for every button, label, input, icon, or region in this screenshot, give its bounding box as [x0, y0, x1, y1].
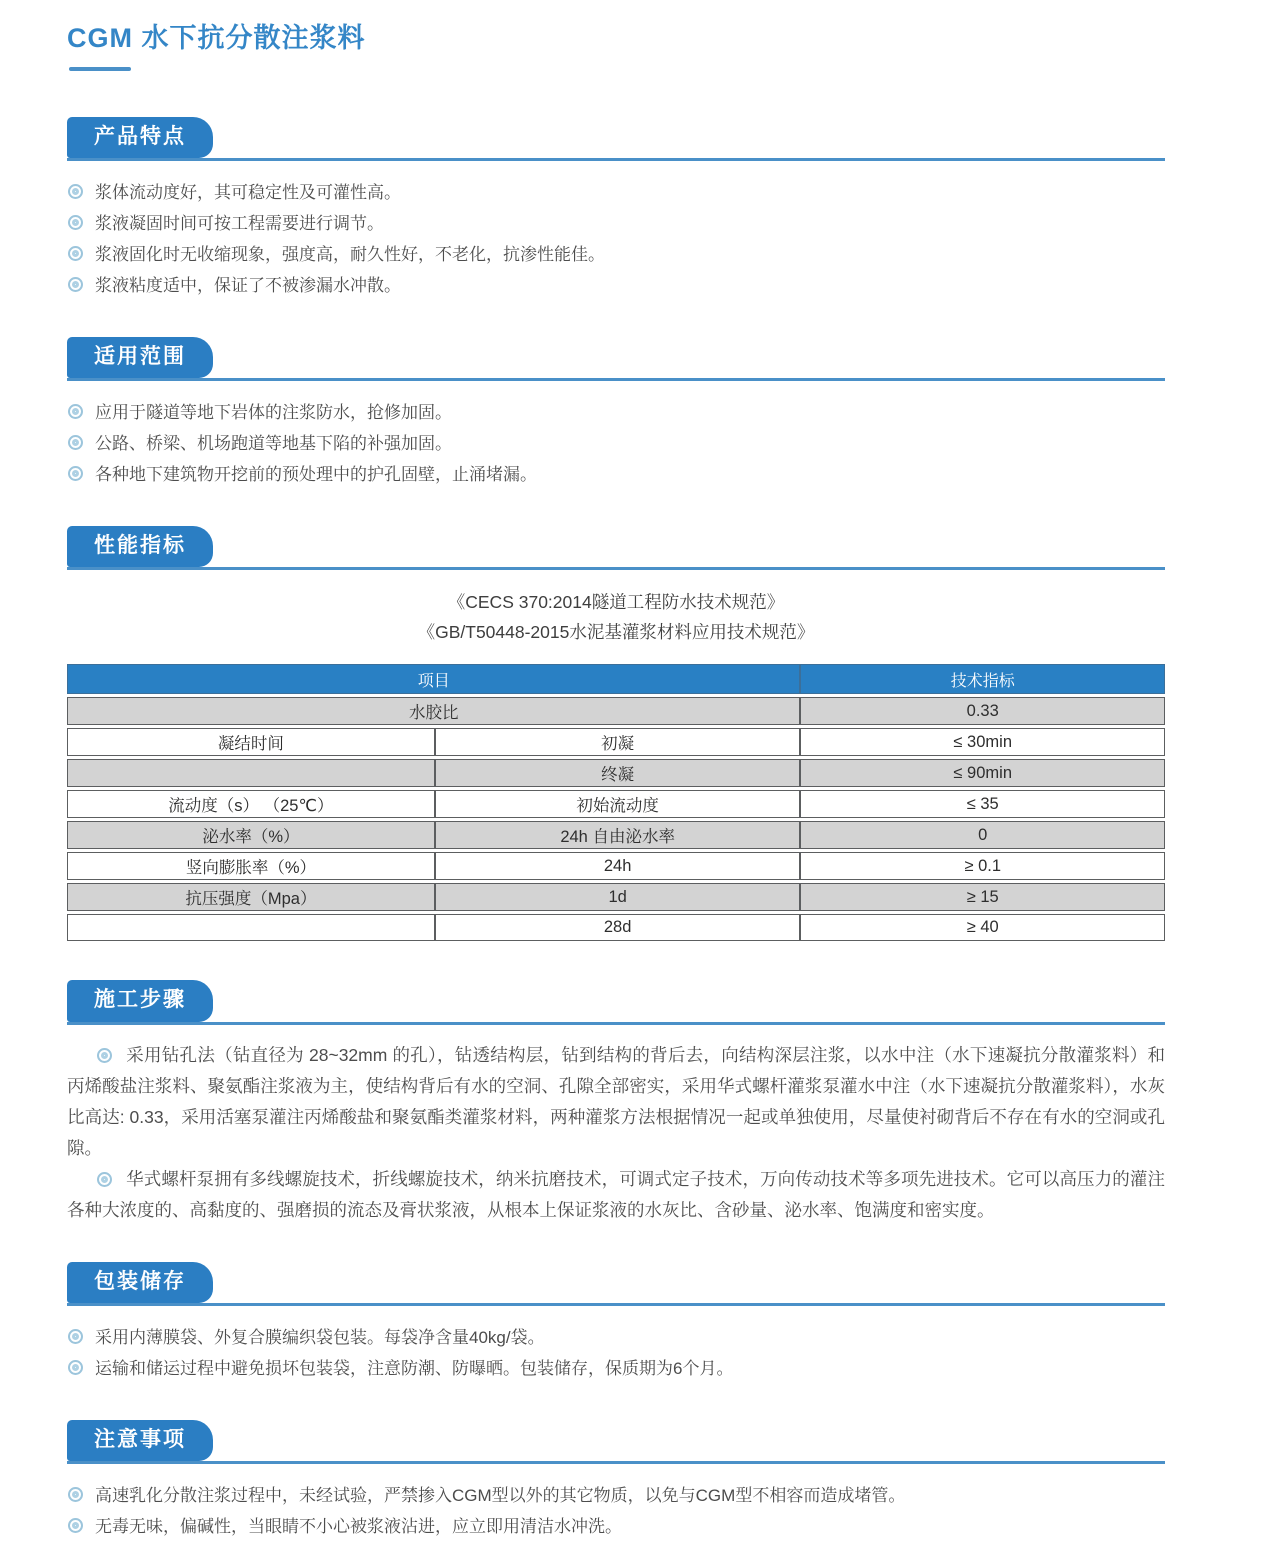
scope-list: [67, 398, 1165, 490]
section-header-precautions: [67, 1420, 1165, 1464]
page-title: CGM 水下抗分散注浆料: [67, 23, 366, 53]
table-cell: 水胶比: [67, 697, 800, 725]
table-row: [67, 759, 1165, 787]
precautions-list: [67, 1481, 1165, 1542]
section-tab-features: 产品特点: [67, 117, 213, 158]
list-item-text: 无毒无味，偏碱性，当眼睛不小心被浆液沾进，应立即用清洁水冲洗。: [95, 1516, 622, 1536]
table-cell: 终凝: [435, 759, 801, 787]
table-row: [67, 728, 1165, 756]
performance-table-head: [67, 664, 1165, 694]
list-item-text: 浆体流动度好，其可稳定性及可灌性高。: [95, 183, 401, 203]
table-cell: ≤ 90min: [800, 759, 1165, 787]
table-cell: 初始流动度: [435, 790, 801, 818]
list-item-text: 高速乳化分散注浆过程中，未经试验，严禁掺入CGM型以外的其它物质，以免与CGM型不相容而造成堵管。: [95, 1485, 906, 1505]
table-cell: ≥ 15: [800, 883, 1165, 911]
double-circle-bullet-icon: [68, 1360, 83, 1375]
list-item: [67, 398, 1165, 428]
table-row: [67, 883, 1165, 911]
table-cell: ≤ 35: [800, 790, 1165, 818]
table-header-cell: 技术指标: [800, 664, 1165, 694]
section-tab-packaging: 包装储存: [67, 1262, 213, 1303]
construction-paragraph: 采用钻孔法（钻直径为 28~32mm 的孔），钻透结构层，钻到结构的背后去，向结构深层注浆，以水中注（水下速凝抗分散灌浆料）和丙烯酸盐注浆料、聚氨酯注浆液为主，使结构背后有水的空洞、孔隙全部密实，采用华式螺杆灌浆泵灌水中注（水下速凝抗分散灌浆料），水灰比高达: 0.33，采用活塞泵灌注丙烯酸盐和聚氨酯类灌浆材料，两种灌浆方法根据情况一起或单独使用，尽量使衬砌背后不存在有水的空洞或孔隙。: [67, 1044, 1165, 1158]
standard-reference-2: 《GB/T50448-2015水泥基灌浆材料应用技术规范》: [417, 622, 815, 643]
section-tab-scope: 适用范围: [67, 337, 213, 378]
double-circle-bullet-icon: [68, 466, 83, 481]
double-circle-bullet-icon: [68, 246, 83, 261]
table-row: [67, 852, 1165, 880]
section-header-construction: [67, 980, 1165, 1024]
list-item: [67, 429, 1165, 459]
section-construction: [67, 980, 1165, 1225]
section-scope: [67, 337, 1165, 490]
table-cell: 泌水率（%）: [67, 821, 435, 849]
table-row: [67, 821, 1165, 849]
section-precautions: [67, 1420, 1165, 1542]
list-item: [67, 271, 1165, 301]
list-item-text: 应用于隧道等地下岩体的注浆防水，抢修加固。: [95, 403, 452, 423]
table-cell: ≤ 30min: [800, 728, 1165, 756]
section-tab-performance: 性能指标: [67, 526, 213, 567]
table-row: [67, 697, 1165, 725]
double-circle-bullet-icon: [68, 277, 83, 292]
list-item: [67, 1481, 1165, 1511]
list-item: [67, 1512, 1165, 1542]
section-tab-construction: 施工步骤: [67, 980, 213, 1021]
list-item-text: 浆液粘度适中，保证了不被渗漏水冲散。: [95, 276, 401, 296]
table-cell: [67, 914, 435, 941]
features-list: [67, 178, 1165, 301]
construction-paragraph: 华式螺杆泵拥有多线螺旋技术，折线螺旋技术，纳米抗磨技术，可调式定子技术，万向传动技术等多项先进技术。它可以高压力的灌注各种大浓度的、高黏度的、强磨损的流态及膏状浆液，从根本上保证浆液的水灰比、含砂量、泌水率、饱满度和密实度。: [67, 1168, 1165, 1220]
table-cell: 24h: [435, 852, 801, 880]
table-cell: 凝结时间: [67, 728, 435, 756]
list-item: [67, 460, 1165, 490]
double-circle-bullet-icon: [68, 1329, 83, 1344]
list-item-text: 运输和储运过程中避免损坏包装袋，注意防潮、防曝晒。包装储存，保质期为6个月。: [95, 1358, 734, 1378]
list-item: [67, 209, 1165, 239]
double-circle-bullet-icon: [97, 1172, 112, 1187]
table-cell: 初凝: [435, 728, 801, 756]
double-circle-bullet-icon: [68, 404, 83, 419]
double-circle-bullet-icon: [68, 1487, 83, 1502]
section-performance: [67, 526, 1165, 944]
table-cell: 竖向膨胀率（%）: [67, 852, 435, 880]
section-header-performance: [67, 526, 1165, 570]
table-header-cell: 项目: [67, 664, 800, 694]
list-item-text: 浆液固化时无收缩现象，强度高，耐久性好，不老化，抗渗性能佳。: [95, 245, 605, 265]
table-cell: 24h 自由泌水率: [435, 821, 801, 849]
list-item: [67, 178, 1165, 208]
list-item-text: 各种地下建筑物开挖前的预处理中的护孔固壁，止涌堵漏。: [95, 465, 537, 485]
section-header-scope: [67, 337, 1165, 381]
table-cell: 0: [800, 821, 1165, 849]
list-item-text: 采用内薄膜袋、外复合膜编织袋包装。每袋净含量40kg/袋。: [95, 1327, 545, 1347]
product-datasheet-page: [67, 0, 1165, 1542]
table-cell: 0.33: [800, 697, 1165, 725]
table-header-row: [67, 664, 1165, 694]
table-row: [67, 790, 1165, 818]
section-header-features: [67, 117, 1165, 161]
table-cell: 1d: [435, 883, 801, 911]
standard-reference-1: 《CECS 370:2014隧道工程防水技术规范》: [447, 592, 785, 613]
list-item: [67, 1323, 1165, 1353]
performance-table: [67, 661, 1165, 944]
table-row: [67, 914, 1165, 941]
double-circle-bullet-icon: [68, 215, 83, 230]
list-item-text: 浆液凝固时间可按工程需要进行调节。: [95, 214, 384, 234]
table-cell: ≥ 40: [800, 914, 1165, 941]
double-circle-bullet-icon: [68, 184, 83, 199]
list-item: [67, 1354, 1165, 1384]
section-features: [67, 117, 1165, 301]
section-tab-precautions: 注意事项: [67, 1420, 213, 1461]
table-cell: [67, 759, 435, 787]
construction-paragraphs: [67, 1040, 1165, 1226]
table-cell: 抗压强度（Mpa）: [67, 883, 435, 911]
list-item: [67, 240, 1165, 270]
section-header-packaging: [67, 1262, 1165, 1306]
table-cell: ≥ 0.1: [800, 852, 1165, 880]
standards-references: [67, 587, 1165, 647]
packaging-list: [67, 1323, 1165, 1384]
table-cell: 28d: [435, 914, 801, 941]
table-cell: 流动度（s） （25℃）: [67, 790, 435, 818]
double-circle-bullet-icon: [68, 1518, 83, 1533]
title-underline: [69, 67, 131, 71]
double-circle-bullet-icon: [68, 435, 83, 450]
double-circle-bullet-icon: [97, 1048, 112, 1063]
section-packaging: [67, 1262, 1165, 1384]
list-item-text: 公路、桥梁、机场跑道等地基下陷的补强加固。: [95, 434, 452, 454]
performance-table-body: [67, 697, 1165, 941]
